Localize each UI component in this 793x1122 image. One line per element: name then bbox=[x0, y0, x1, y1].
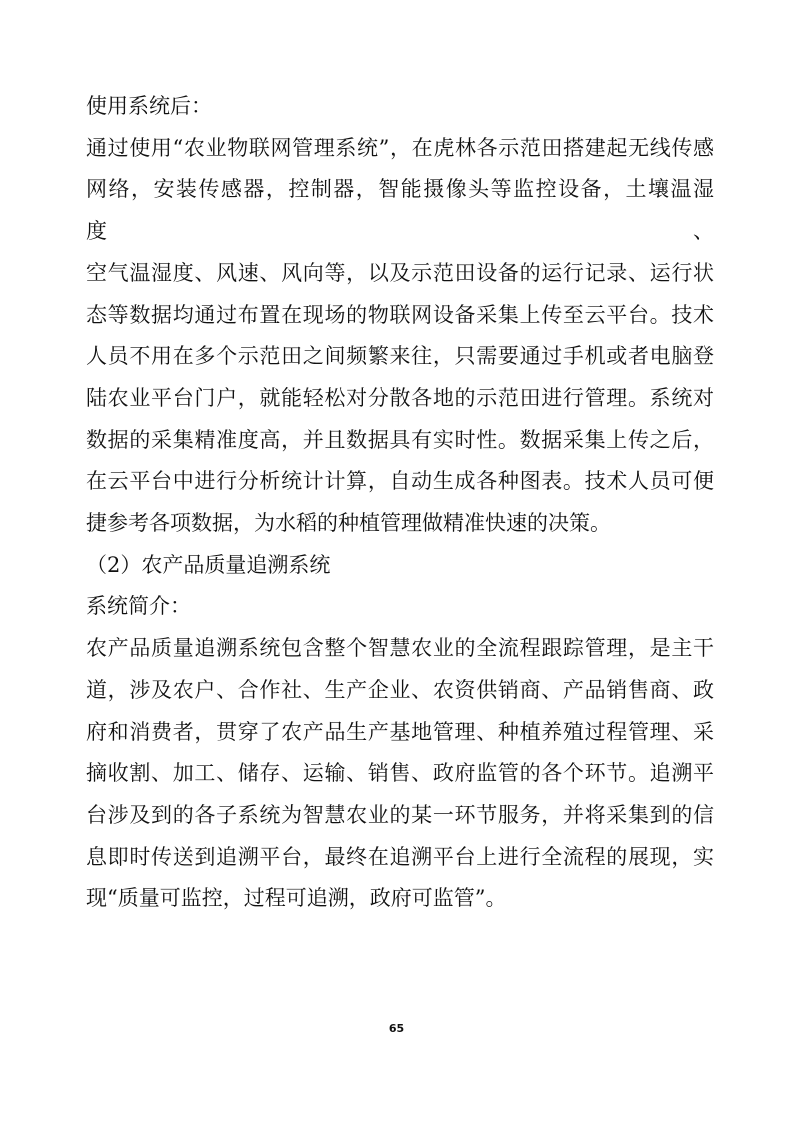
section-title: （2）农产品质量追溯系统 bbox=[86, 552, 331, 577]
paragraph-line: 道，涉及农户、合作社、生产企业、农资供销商、产品销售商、政 bbox=[86, 677, 714, 702]
paragraph-line: 府和消费者，贯穿了农产品生产基地管理、种植养殖过程管理、采 bbox=[86, 719, 714, 744]
paragraph-line: 息即时传送到追溯平台，最终在追溯平台上进行全流程的展现，实 bbox=[86, 844, 714, 869]
paragraph-line: 人员不用在多个示范田之间频繁来往，只需要通过手机或者电脑登 bbox=[86, 344, 714, 369]
paragraph-line: 在云平台中进行分析统计计算，自动生成各种图表。技术人员可便 bbox=[86, 469, 714, 494]
paragraph-line: 通过使用“农业物联网管理系统”，在虎林各示范田搭建起无线传感 bbox=[86, 135, 714, 160]
paragraph-line: 摘收割、加工、储存、运输、销售、政府监管的各个环节。追溯平 bbox=[86, 761, 714, 786]
paragraph-line: 农产品质量追溯系统包含整个智慧农业的全流程跟踪管理，是主干 bbox=[86, 636, 714, 661]
paragraph-line: 台涉及到的各子系统为智慧农业的某一环节服务，并将采集到的信 bbox=[86, 802, 714, 827]
paragraph-line: 空气温湿度、风速、风向等，以及示范田设备的运行记录、运行状 bbox=[86, 260, 714, 285]
page-number: 65 bbox=[388, 1022, 405, 1035]
heading-system-intro: 系统简介： bbox=[86, 594, 191, 619]
paragraph-line: 网络，安装传感器，控制器，智能摄像头等监控设备，土壤温湿度、 bbox=[86, 177, 714, 244]
paragraph-line: 数据的采集精准度高，并且数据具有实时性。数据采集上传之后， bbox=[86, 427, 714, 452]
document-body bbox=[86, 86, 714, 920]
paragraph-line: 现“质量可监控，过程可追溯，政府可监管”。 bbox=[86, 886, 507, 911]
heading-after-system: 使用系统后： bbox=[86, 94, 212, 118]
paragraph-line: 陆农业平台门户，就能轻松对分散各地的示范田进行管理。系统对 bbox=[86, 385, 714, 410]
paragraph-line: 捷参考各项数据，为水稻的种植管理做精准快速的决策。 bbox=[86, 511, 611, 536]
paragraph-line: 态等数据均通过布置在现场的物联网设备采集上传至云平台。技术 bbox=[86, 302, 714, 327]
